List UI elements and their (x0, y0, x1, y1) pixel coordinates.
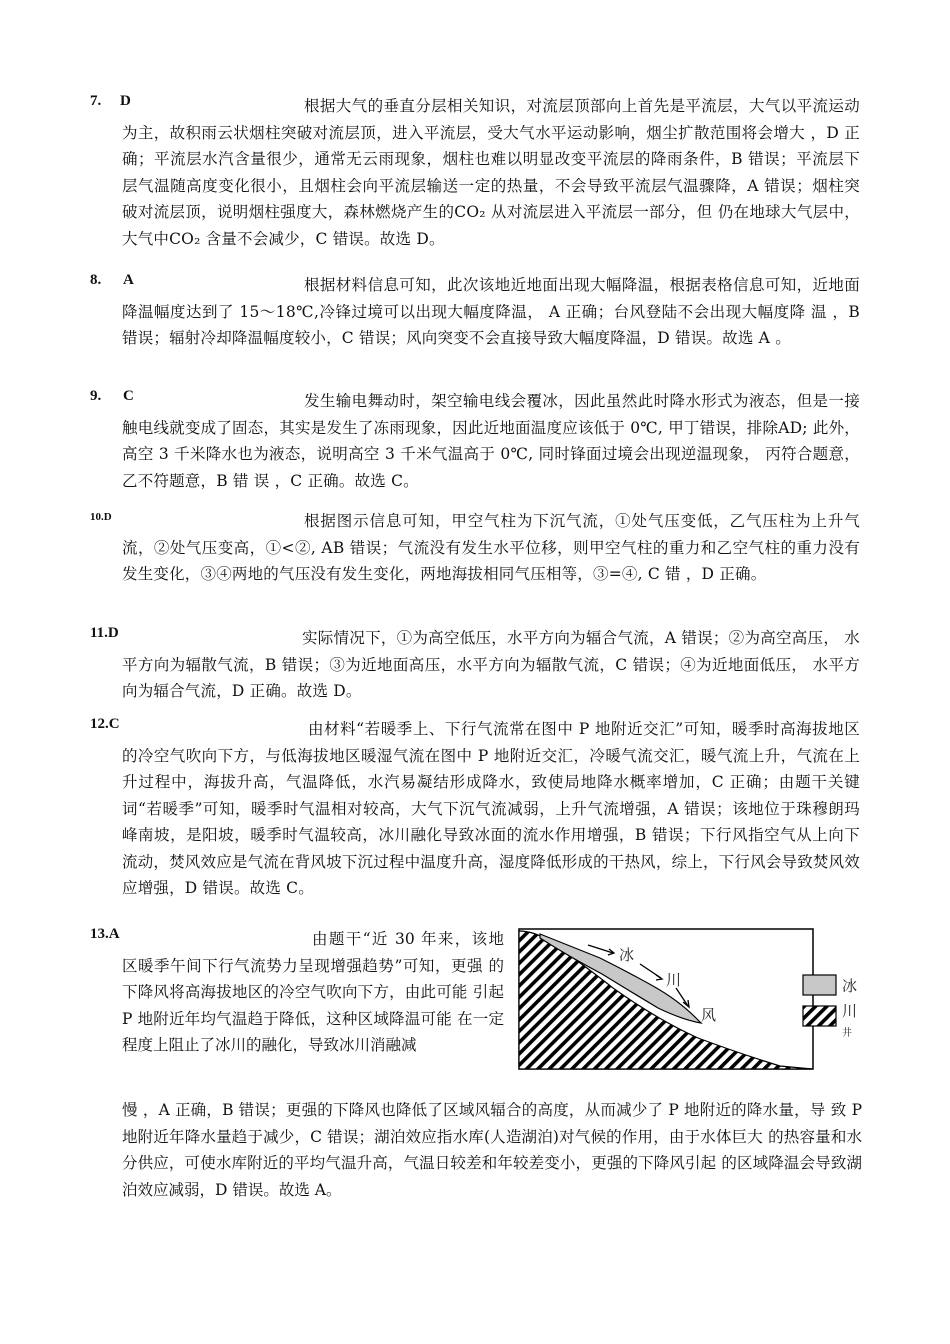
arrow-label-wind: 风 (701, 1006, 717, 1024)
question-number: 10.D (90, 511, 112, 523)
legend-glacier-swatch (803, 975, 836, 995)
question-number: 13.A (90, 926, 120, 942)
glacier-slope-diagram (518, 928, 868, 1074)
question-number: 12.C (90, 716, 120, 732)
question-number: 7. (90, 93, 102, 109)
answer-letter: D (120, 93, 131, 109)
explanation-text-left: 由题干“近 30 年来，该地 区暖季午间下行气流势力呈现增强趋势”可知，更强 的下降风将高海拔地区的冷空气吹向下方，由此可能 引起 P 地附近年均气温趋于降低，这种区域降温可能 在一定程度上阻止了冰川的融化，导致冰川消融减 (122, 930, 504, 1054)
explanation-text: 实际情况下，①为高空低压，水平方向为辐合气流，A 错误；②为高空高压， 水平方向为辐散气流，B 错误；③为近地面高压，水平方向为辐散气流，C 错误；④为近地面低压， 水平方向为辐合气流，D 正确。故选 D。 (122, 629, 860, 700)
legend-rock-swatch (803, 1006, 836, 1026)
explanation-text: 发生输电舞动时，架空输电线会覆冰，因此虽然此时降水形式为液态，但是一接触电线就变成了固态，其实是发生了冻雨现象，因此近地面温度应该低于 0℃, 甲丁错误，排除AD; 此外，高空 3 千米降水也为液态，说明高空 3 千米气温高于 0℃, 同时锋面过境会出现逆温现象， 丙符合题意，乙不符题意，B 错 误 ，C 正确。故选 C。 (122, 392, 860, 490)
explanation-text: 根据材料信息可知，此次该地近地面出现大幅降温，根据表格信息可知，近地面降温幅度达到了 15～18℃,冷锋过境可以出现大幅度降温， A 正确；台风登陆不会出现大幅度降 温 ，B 错误；辐射冷却降温幅度较小，C 错误；风向突变不会直接导致大幅度降温，D 错误。故选 A 。 (122, 276, 860, 347)
question-number: 9. (90, 388, 102, 404)
answer-letter: C (123, 388, 134, 404)
legend-label-ice: 冰 (842, 977, 858, 995)
arrow-label-river: 川 (666, 971, 682, 989)
legend-label-well: 井 (842, 1028, 852, 1039)
explanation-text: 根据图示信息可知，甲空气柱为下沉气流，①处气压变低，乙气压柱为上升气流，②处气压变高，①<②, AB 错误；气流没有发生水平位移，则甲空气柱的重力和乙空气柱的重力没有发生变化，③④两地的气压没有发生变化，两地海拔相同气压相等，③=④, C 错 ，D 正确。 (122, 512, 860, 583)
question-number: 11.D (90, 625, 119, 641)
question-number: 8. (90, 272, 102, 288)
answer-letter: A (123, 272, 134, 288)
explanation-text: 由材料“若暖季上、下行气流常在图中 P 地附近交汇”可知，暖季时高海拔地区的冷空气吹向下方，与低海拔地区暖湿气流在图中 P 地附近交汇，冷暖气流交汇，暖气流上升，气流在上升过程中，海拔升高，气温降低，水汽易凝结形成降水，致使局地降水概率增加，C 正确；由题干关键词“若暖季”可知，暖季时气温相对较高，大气下沉气流减弱，上升气流增强，A 错误；该地位于珠穆朗玛峰南坡，是阳坡，暖季时气温较高，冰川融化导致冰面的流水作用增强，B 错误；下行风指空气从上向下流动，焚风效应是气流在背风坡下沉过程中温度升高，湿度降低形成的干热风，综上，下行风会导致焚风效应增强，D 错误。故选 C。 (122, 720, 860, 897)
legend-label-river: 川 (842, 1002, 858, 1020)
explanation-text-bottom: 慢 ，A 正确，B 错误；更强的下降风也降低了区域风辐合的高度，从而减少了 P 地附近的降水量，导 致 P 地附近年降水量趋于减少，C 错误；湖泊效应指水库(人造湖泊)对气候的作用，由于水体巨大 的热容量和水分供应，可使水库附近的平均气温升高，气温日较差和年较差变小，更强的下降风引起 的区域降温会导致湖泊效应减弱，D 错误。故选 A。 (122, 1101, 862, 1199)
arrow-label-ice: 冰 (619, 946, 635, 964)
explanation-text: 根据大气的垂直分层相关知识，对流层顶部向上首先是平流层，大气以平流运动为主，故积雨云状烟柱突破对流层顶，进入平流层，受大气水平运动影响，烟尘扩散范围将会增大 ，D 正确；平流层水汽含量很少，通常无云雨现象，烟柱也难以明显改变平流层的降雨条件，B 错误；平流层下层气温随高度变化很小，且烟柱会向平流层输送一定的热量，不会导致平流层气温骤降，A 错误；烟柱突破对流层顶，说明烟柱强度大，森林燃烧产生的CO₂ 从对流层进入平流层一部分，但 仍在地球大气层中，大气中CO₂ 含量不会减少，C 错误。故选 D。 (122, 97, 860, 248)
